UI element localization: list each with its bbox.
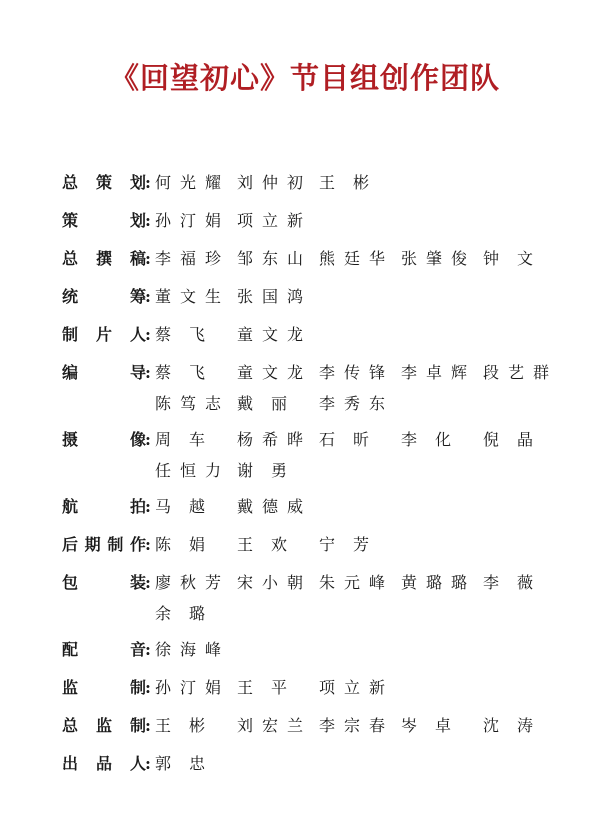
credit-row <box>0 532 610 570</box>
credit-row <box>0 427 610 494</box>
credit-name: 谢 勇 <box>237 461 287 480</box>
credit-name: 王 彬 <box>155 716 205 735</box>
role-colon: : <box>145 363 151 382</box>
credits-list <box>0 170 610 789</box>
role-colon: : <box>145 678 151 697</box>
credit-name: 陈 笃 志 <box>155 394 221 413</box>
credit-role: 统 筹 <box>62 287 146 306</box>
credit-name: 宁 芳 <box>319 535 369 554</box>
credit-name: 李 秀 东 <box>319 394 385 413</box>
credit-name: 徐 海 峰 <box>155 640 221 659</box>
credit-role: 总 撰 稿 <box>62 249 146 268</box>
role-colon: : <box>145 497 151 516</box>
credit-name: 李 传 锋 <box>319 363 385 382</box>
credit-name: 郭 忠 <box>155 754 205 773</box>
role-colon: : <box>145 640 151 659</box>
credit-role: 航 拍 <box>62 497 146 516</box>
credit-name: 王 平 <box>237 678 287 697</box>
credit-name: 李 卓 辉 <box>401 363 467 382</box>
credit-name: 张 肇 俊 <box>401 249 467 268</box>
credit-name: 王 欢 <box>237 535 287 554</box>
credit-role: 出 品 人 <box>62 754 146 773</box>
credit-name: 项 立 新 <box>237 211 303 230</box>
credit-row <box>0 675 610 713</box>
credit-name: 刘 仲 初 <box>237 173 303 192</box>
credit-row <box>0 637 610 675</box>
role-colon: : <box>145 249 151 268</box>
credit-role: 后 期 制 作 <box>62 535 146 554</box>
role-colon: : <box>145 287 151 306</box>
credit-row <box>0 322 610 360</box>
credit-name: 李 宗 春 <box>319 716 385 735</box>
credit-row <box>0 751 610 789</box>
credit-name: 孙 汀 娟 <box>155 211 221 230</box>
credit-row <box>0 713 610 751</box>
credit-name: 马 越 <box>155 497 205 516</box>
credit-name: 廖 秋 芳 <box>155 573 221 592</box>
credit-name: 段 艺 群 <box>483 363 549 382</box>
credit-name: 戴 丽 <box>237 394 287 413</box>
credit-name: 何 光 耀 <box>155 173 221 192</box>
role-colon: : <box>145 716 151 735</box>
credit-name: 刘 宏 兰 <box>237 716 303 735</box>
credit-name: 沈 涛 <box>483 716 533 735</box>
role-colon: : <box>145 430 151 449</box>
role-colon: : <box>145 211 151 230</box>
credit-name: 童 文 龙 <box>237 325 303 344</box>
credit-name: 李 薇 <box>483 573 533 592</box>
credit-name: 邹 东 山 <box>237 249 303 268</box>
credit-name: 蔡 飞 <box>155 325 205 344</box>
credit-name: 周 车 <box>155 430 205 449</box>
credit-row <box>0 360 610 427</box>
credit-role: 配 音 <box>62 640 146 659</box>
page-title: 《回望初心》节目组创作团队 <box>109 61 500 95</box>
credit-role: 包 装 <box>62 573 146 592</box>
credit-name: 黄 璐 璐 <box>401 573 467 592</box>
credit-name: 杨 希 晔 <box>237 430 303 449</box>
credit-name: 宋 小 朝 <box>237 573 303 592</box>
credit-name: 石 昕 <box>319 430 369 449</box>
credit-name: 李 化 <box>401 430 451 449</box>
credit-name: 戴 德 威 <box>237 497 303 516</box>
credit-role: 策 划 <box>62 211 146 230</box>
credit-row <box>0 170 610 208</box>
credit-name: 陈 娟 <box>155 535 205 554</box>
role-colon: : <box>145 754 151 773</box>
credit-role: 监 制 <box>62 678 146 697</box>
credit-name: 倪 晶 <box>483 430 533 449</box>
role-colon: : <box>145 535 151 554</box>
credit-role: 总 监 制 <box>62 716 146 735</box>
credit-name: 董 文 生 <box>155 287 221 306</box>
credit-name: 王 彬 <box>319 173 369 192</box>
credit-name: 钟 文 <box>483 249 533 268</box>
credit-row <box>0 284 610 322</box>
credit-name: 熊 廷 华 <box>319 249 385 268</box>
credit-name: 余 璐 <box>155 604 205 623</box>
credit-name: 童 文 龙 <box>237 363 303 382</box>
credit-role: 摄 像 <box>62 430 146 449</box>
credit-name: 任 恒 力 <box>155 461 221 480</box>
credit-role: 总 策 划 <box>62 173 146 192</box>
credit-role: 编 导 <box>62 363 146 382</box>
credit-name: 岑 卓 <box>401 716 451 735</box>
credit-row <box>0 246 610 284</box>
role-colon: : <box>145 573 151 592</box>
credit-role: 制 片 人 <box>62 325 146 344</box>
credit-name: 项 立 新 <box>319 678 385 697</box>
credit-name: 蔡 飞 <box>155 363 205 382</box>
credit-row <box>0 208 610 246</box>
credit-name: 李 福 珍 <box>155 249 221 268</box>
role-colon: : <box>145 325 151 344</box>
role-colon: : <box>145 173 151 192</box>
credit-name: 孙 汀 娟 <box>155 678 221 697</box>
credit-name: 朱 元 峰 <box>319 573 385 592</box>
credit-name: 张 国 鸿 <box>237 287 303 306</box>
credit-row <box>0 570 610 637</box>
credit-row <box>0 494 610 532</box>
